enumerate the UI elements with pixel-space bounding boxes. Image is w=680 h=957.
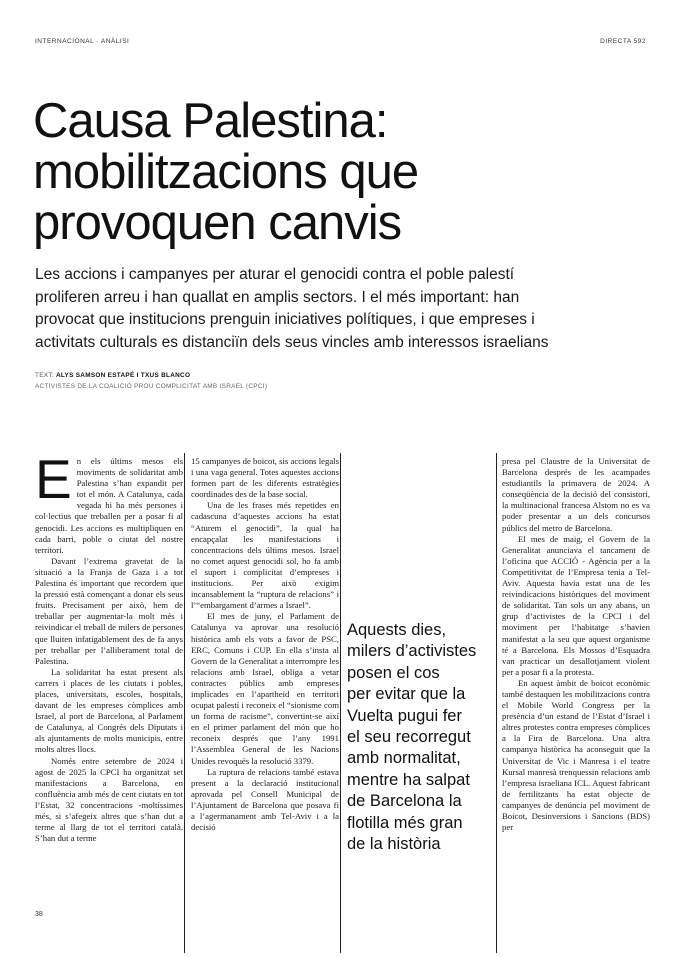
body-paragraph: La solidaritat ha estat present als carrers i places de les ciutats i pobles, places, universitats, escoles, hospitals, davant de les empreses còmplices amb Israel, al port de Barcelona, al Parlament de Catalunya, al Congrés dels Diputats i als ajuntaments de molts municipis, entre molts altres llocs.	[35, 666, 183, 755]
body-column-1	[35, 448, 183, 844]
lead-line: Les accions i campanyes per aturar el genocidi contra el poble palestí	[35, 266, 515, 283]
issue-label: DIRECTA 592	[600, 38, 646, 45]
lead-line: proliferen arreu i han quallat en amplis sectors. I el més important: han	[35, 288, 520, 306]
drop-cap: E	[35, 448, 72, 510]
title-line: provoquen canvis	[33, 196, 402, 250]
pull-quote-line: amb normalitat,	[347, 749, 461, 768]
byline-affiliation: ACTIVISTES DE LA COALICIÓ PROU COMPLICITAT AMB ISRAEL (CPCI)	[35, 383, 268, 390]
pull-quote-line: de la història	[347, 835, 441, 854]
pull-quote-line: flotilla més gran	[347, 813, 463, 832]
body-paragraph: En aquest àmbit de boicot econòmic també destaquen les mobilitzacions contra el Mobile World Congress per la presència d’un estand de l’Estat d’Israel i altres protestes contra empreses còmplices a la Fira de Barcelona. Una altra campanya històrica ha aconseguit que la Universitat de Vic i Manresa i el teatre Kursal manresà trenquessin relacions amb l’empresa israeliana ICL. Aquest fabricant de fertilitzants ha estat objecte de campanyes de denúncia pel moviment de Boicot, Desinversions i Sancions (BDS) per	[502, 677, 650, 833]
pull-quote-line: Vuelta pugui fer	[347, 706, 462, 725]
lead-line: provocat que institucions prenguin iniciatives polítiques, i que empreses i	[35, 311, 535, 328]
pull-quote-line: milers d’activistes	[347, 642, 477, 661]
pull-quote-line: el seu recorregut	[347, 728, 471, 747]
title-line: mobilitzacions que	[33, 145, 419, 199]
page-number: 38	[35, 911, 43, 918]
body-paragraph: El mes de maig, el Govern de la Generalitat anunciava el tancament de l’oficina que ACCIÓ - Agència per a la Competitivitat de l’Empresa tenia a Tel-Aviv. Aquesta havia estat una de les reivindicacions històriques del moviment de solidaritat. Tan sols un any abans, un grup d’activistes de la CPCI i del moviment per l’habitatge s’havien manifestat a la seu que aquest organisme té a Barcelona. Els Mossos d’Esquadra van practicar un desallotjament violent per a posar fi a la protesta.	[502, 533, 650, 677]
column-divider	[496, 453, 497, 953]
byline	[35, 372, 190, 379]
pull-quote-line: posen el cos	[347, 663, 440, 682]
body-paragraph: La ruptura de relacions també estava present a la declaració institucional aprovada pel Consell Municipal de l’Ajuntament de Barcelona que posava fi a l’agermanament amb Tel-Aviv i a la decisió	[191, 766, 339, 833]
column-divider	[184, 453, 185, 953]
body-paragraph: Només entre setembre de 2024 i agost de 2025 la CPCI ha organitzat set manifestacions a Barcelona, en confluència amb més de cent ciutats en tot l’Estat, 32 concentracions -moltíssimes més, si s’afegeix altres que s’han dut a terme al llarg de tot el territori català. S’han dut a terme	[35, 755, 183, 844]
body-paragraph: Una de les frases més repetides en cadascuna d’aquestes accions ha estat “Aturem el genocidi”, la qual ha encapçalat les manifestacions i concentracions dels últims mesos. Israel no comet aquest genocidi sol, ho fa amb el suport i complicitat d’empreses i institucions. Per això exigim incansablement la “ruptura de relacions” i l’“embargament d’armes a Israel”.	[191, 500, 339, 611]
body-paragraph: n els últims mesos els moviments de solidaritat amb Palestina s’han expandit per tot el món. A Catalunya, cada vegada hi ha més persones i col·lectius que treballen per a posar fi al genocidi. Les accions es multipliquen en cada barri, poble o ciutat del nostre territori.	[35, 456, 183, 555]
article-lead	[35, 264, 665, 354]
body-paragraph: 15 campanyes de boicot, sis accions legals i una vaga general. Totes aquestes accions formen part de les diferents estratègies coordinades des de la base social.	[191, 456, 339, 500]
byline-authors: ALYS SAMSON ESTAPÉ I TXUS BLANCO	[55, 372, 191, 379]
article-title	[33, 96, 633, 249]
body-column-2	[191, 456, 339, 833]
pull-quote-line: de Barcelona la	[347, 792, 462, 811]
body-paragraph: Davant l’extrema gravetat de la situació a la Franja de Gaza i a tot Palestina és important que recordem que la pressió està començant a donar els seus fruits. Precisament per això, hem de treballar per augmentar-la molt més i reivindicar el treball de milers de persones que lluiten infatigablement des de fa anys per treballar per l’alliberament total de Palestina.	[35, 555, 183, 666]
body-paragraph: El mes de juny, el Parlament de Catalunya va aprovar una resolució històrica amb els vots a favor de PSC, ERC, Comuns i CUP. En ella s’insta al Govern de la Generalitat a interrompre les relacions amb Israel, obliga a vetar contractes públics amb empreses implicades en l’apartheid en territori ocupat palestí i reconeix el “sionisme com un forma de racisme”, convertint-se així en el primer parlament del món que ho reconeix després que l’any 1991 l’Assemblea General de les Nacions Unides revoqués la resolució 3379.	[191, 611, 339, 766]
column-divider	[340, 453, 341, 953]
title-line: Causa Palestina:	[33, 94, 388, 148]
byline-label: TEXT:	[35, 372, 54, 379]
pull-quote	[347, 620, 492, 855]
pull-quote-line: per evitar que la	[347, 685, 466, 704]
body-column-4	[502, 456, 650, 833]
body-paragraph: presa pel Claustre de la Universitat de Barcelona després de les acampades estudiantils la primavera de 2024. A conseqüència de la decisió del consistori, la multinacional francesa Alstom no es va poder presentar a un dels concursos públics del metro de Barcelona.	[502, 456, 650, 533]
section-label: INTERNACIONAL · ANÀLISI	[35, 38, 130, 45]
pull-quote-line: Aquests dies,	[347, 621, 447, 639]
lead-line: activitats culturals es distanciïn dels seus vincles amb interessos israelians	[35, 333, 549, 351]
pull-quote-line: mentre ha salpat	[347, 770, 470, 789]
